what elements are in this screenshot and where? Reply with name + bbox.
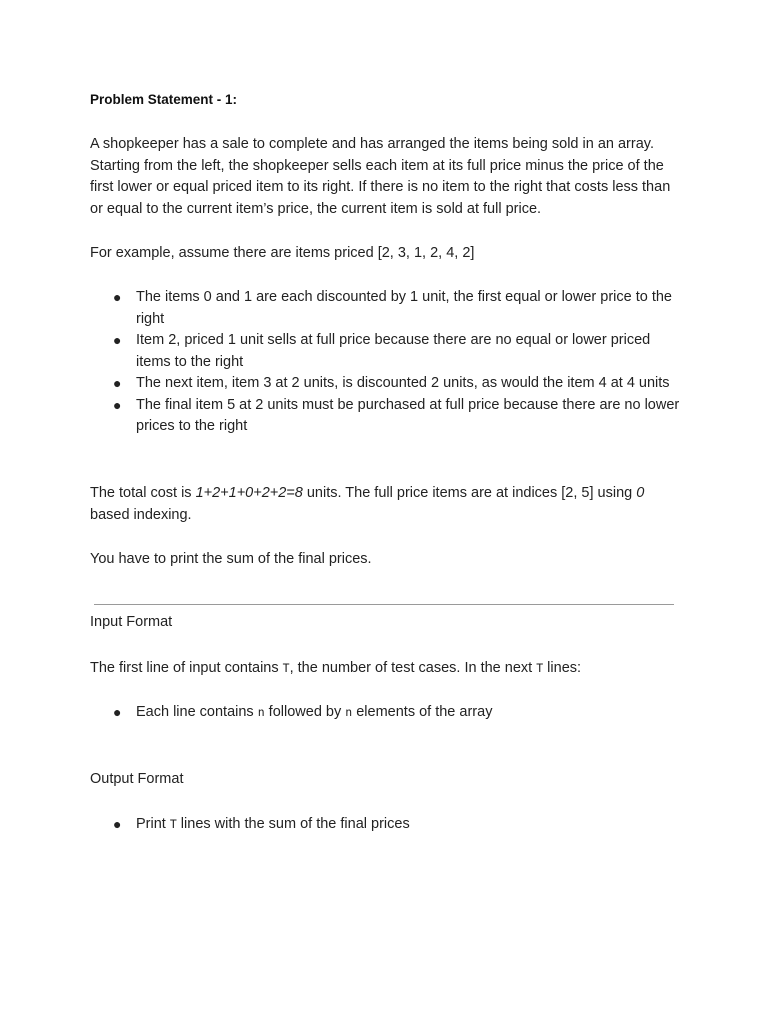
list-item (90, 287, 680, 330)
bullet-text: Item 2, priced 1 unit sells at full price because there are no equal or lower priced items to the right (136, 332, 651, 370)
input-bullet-prefix: Each line contains (136, 704, 258, 720)
total-middle: units. The full price items are at indices [2, 5] using (302, 485, 637, 501)
section-divider (94, 604, 674, 605)
bullet-icon: ● (113, 704, 122, 720)
output-var-T: T (169, 817, 177, 831)
example-bullet-list (90, 287, 680, 438)
list-item (90, 814, 680, 836)
input-line-middle: , the number of test cases. In the next (289, 660, 537, 676)
bullet-text: The items 0 and 1 are each discounted by 1 unit, the first equal or lower price to the right (136, 289, 672, 327)
example-paragraph: For example, assume there are items priced [2, 3, 1, 2, 4, 2] (90, 245, 475, 261)
bullet-icon: ● (113, 375, 122, 391)
list-item (90, 702, 680, 724)
input-format-line (90, 658, 680, 680)
total-prefix: The total cost is (90, 485, 196, 501)
bullet-icon: ● (113, 289, 122, 305)
bullet-icon: ● (113, 396, 122, 413)
total-formula: 1+2+1+0+2+2=8 (195, 485, 303, 501)
total-cost-paragraph (90, 483, 680, 526)
output-bullet-suffix: lines with the sum of the final prices (176, 816, 410, 832)
output-bullet-prefix: Print (136, 816, 170, 832)
input-line-prefix: The first line of input contains (90, 660, 283, 676)
input-format-title: Input Format (90, 614, 173, 630)
input-var-T: T (282, 661, 290, 675)
total-zero: 0 (636, 485, 645, 501)
list-item (90, 395, 680, 438)
bullet-icon: ● (113, 332, 122, 348)
bullet-text: The next item, item 3 at 2 units, is discounted 2 units, as would the item 4 at 4 units (136, 375, 670, 391)
bullet-icon: ● (113, 816, 122, 832)
total-suffix: based indexing. (90, 506, 192, 523)
list-item (90, 373, 680, 395)
input-var-n: n (257, 705, 265, 719)
input-var-n: n (345, 705, 353, 719)
list-item (90, 330, 680, 373)
output-format-title: Output Format (90, 771, 184, 787)
problem-heading: Problem Statement - 1: (90, 92, 238, 107)
output-bullet-list (90, 814, 680, 836)
task-paragraph: You have to print the sum of the final prices. (90, 551, 372, 567)
bullet-text: The final item 5 at 2 units must be purchased at full price because there are no lower prices to the right (136, 396, 680, 434)
input-bullet-suffix: elements of the array (352, 704, 493, 720)
input-bullet-middle: followed by (264, 704, 346, 720)
input-line-suffix: lines: (543, 660, 582, 676)
input-var-T: T (536, 661, 544, 675)
input-bullet-list (90, 702, 680, 724)
intro-paragraph: A shopkeeper has a sale to complete and has arranged the items being sold in an array. Starting from the left, the shopkeeper sells each item at its full price minus the price of the first lower or equal priced item to its right. If there is no item to the right that costs less than or equal to the current item’s price, the current item is sold at full price. (90, 136, 671, 217)
